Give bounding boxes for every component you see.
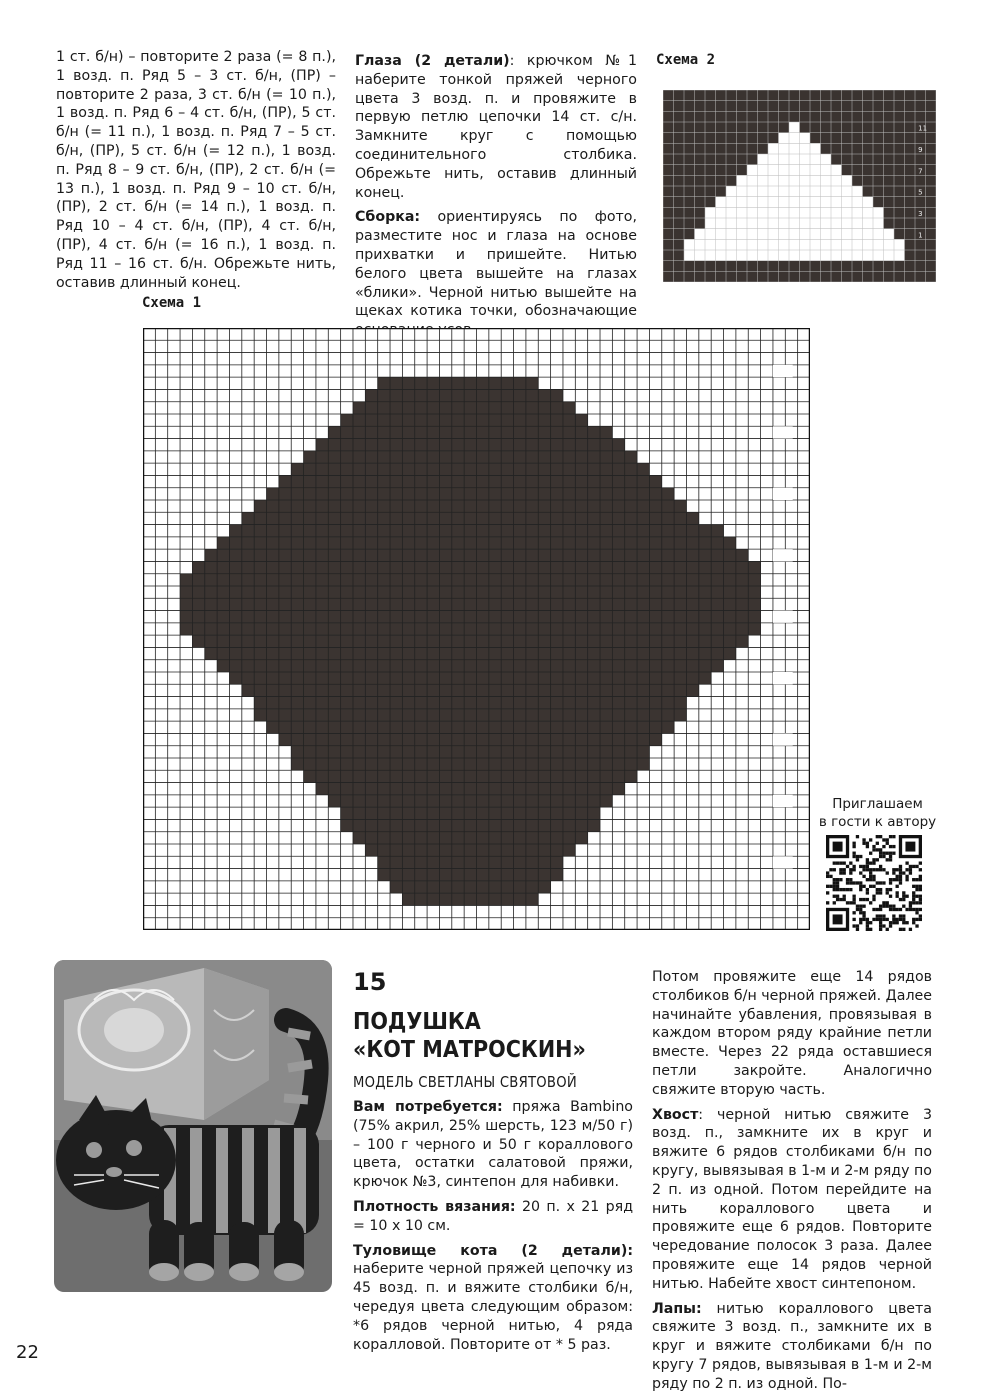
text-column-1 xyxy=(56,48,336,298)
schema-2-row-label: 9 xyxy=(918,146,923,154)
text-column-4 xyxy=(652,968,932,1400)
text-column-2 xyxy=(355,52,637,346)
col4-paragraph-1: Потом провяжите еще 14 рядов столбиков б/н черной пряжей. Далее начинайте убавления, провязывая в каждом втором ряду крайние петли вместе. Через 22 ряда оставшиеся петли закройте. Аналогично свяжите вторую часть. xyxy=(652,969,932,1098)
invite-line-1: Приглашаем xyxy=(832,796,923,812)
schema-2-row-label: 5 xyxy=(918,188,923,197)
density-paragraph xyxy=(353,1198,633,1236)
eyes-text: : крючком №1 наберите тонкой пряжей черного цвета 3 возд. п. и провяжите в первую петлю цепочки 14 ст. с/н. Замкните круг с помощью соединительного столбика. Обрежьте нить, оставив длинный конец. xyxy=(355,53,637,201)
author-invite xyxy=(815,795,940,831)
eyes-title: Глаза (2 детали) xyxy=(355,53,510,69)
article-title-line-1: ПОДУШКА xyxy=(353,1009,481,1035)
paws-text: нитью кораллового цвета свяжите 3 возд. п., замкните их в круг и вяжите столбиками б/н по кругу 7 рядов, вывязывая в 1-м и 2-м ряду по 2 п. из одной. По- xyxy=(652,1300,932,1392)
schema-2-row-label: 3 xyxy=(918,210,923,218)
eyes-paragraph xyxy=(355,52,637,202)
schema-2-chart xyxy=(663,90,936,282)
tail-paragraph xyxy=(652,1106,932,1294)
density-title: Плотность вязания: xyxy=(353,1198,516,1215)
schema-2-row-label: 1 xyxy=(918,231,923,240)
article-byline: МОДЕЛЬ СВЕТЛАНЫ СВЯТОВОЙ xyxy=(353,1073,577,1091)
article-column xyxy=(353,968,633,1360)
assembly-paragraph xyxy=(355,208,637,340)
materials-paragraph xyxy=(353,1098,633,1192)
tail-text: : черной нитью свяжите 3 возд. п., замкните их в круг и вяжите 6 рядов столбиками б/н по кругу, вывязывая в 1-м и 2-м ряду по 2 п. из одной. Потом перейдите на нить кораллового цвета и провяжите еще 6 рядов. Повторите чередование полосок 3 раза. Далее провяжите еще 14 рядов черной нитью. Набейте хвост синтепоном. xyxy=(652,1106,932,1292)
body-title: Туловище кота (2 детали): xyxy=(353,1242,633,1259)
schema-2-row-label: 11 xyxy=(918,124,928,133)
cat-pillow-illustration xyxy=(54,960,332,1292)
materials-title: Вам потребуется: xyxy=(353,1099,503,1115)
paws-title: Лапы: xyxy=(652,1300,702,1317)
schema-2-label: Схема 2 xyxy=(656,52,716,68)
density-text: 20 п. х 21 ряд = 10 х 10 см. xyxy=(353,1198,634,1234)
tail-title: Хвост xyxy=(652,1106,699,1123)
page-number: 22 xyxy=(16,1342,39,1363)
qr-code-icon[interactable] xyxy=(826,835,922,931)
schema-1-label: Схема 1 xyxy=(142,295,202,311)
article-title-line-2: «КОТ МАТРОСКИН» xyxy=(353,1037,586,1063)
assembly-title: Сборка: xyxy=(355,209,421,226)
article-number: 15 xyxy=(353,968,387,996)
materials-text: пряжа Bambino (75% акрил, 25% шерсть, 123 м/50 г) – 100 г черного и 50 г кораллового цвета, остатки салатовой пряжи, крючок №3, синтепон для набивки. xyxy=(353,1099,633,1191)
schema-1-chart xyxy=(143,328,810,930)
paws-paragraph xyxy=(652,1300,932,1394)
invite-line-2: в гости к автору xyxy=(818,814,937,830)
col1-paragraph: 1 ст. б/н) – повторите 2 раза (= 8 п.), 1 возд. п. Ряд 5 – 3 ст. б/н, (ПР) – повторите 2 раза, 3 ст. б/н (= 10 п.), 1 возд. п. Ряд 6 – 4 ст. б/н, (ПР), 5 ст. б/н (= 11 п.), 1 возд. п. Ряд 7 – 5 ст. б/н, (ПР), 5 ст. б/н (= 12 п.), 1 возд. п. Ряд 8 – 9 ст. б/н, (ПР), 2 ст. б/н (= 13 п.), 1 возд. п. Ряд 9 – 10 ст. б/н, (ПР), 2 ст. б/н (= 14 п.), 1 возд. п. Ряд 10 – 4 ст. б/н, (ПР), 4 ст. б/н, (ПР), 4 ст. б/н (= 16 п.), 1 возд. п. Ряд 11 – 16 ст. б/н. Обрежьте нить, оставив длинный конец. xyxy=(56,49,336,291)
body-paragraph xyxy=(353,1242,633,1355)
body-text: наберите черной пряжей цепочку из 45 возд. п. и вяжите столбики б/н, чередуя цвета следующим образом: *6 рядов черной нитью, 4 ряда коралловой. Повторите от * 5 раз. xyxy=(353,1261,633,1353)
schema-2-row-label: 7 xyxy=(918,167,923,176)
assembly-text: ориентируясь по фото, разместите нос и глаза на основе прихватки и пришейте. Нитью белого цвета вышейте на глазах «блики». Черной нитью вышейте на щеках котика точки, обозначающие xyxy=(355,209,637,320)
cat-pillow-photo xyxy=(54,960,332,1292)
